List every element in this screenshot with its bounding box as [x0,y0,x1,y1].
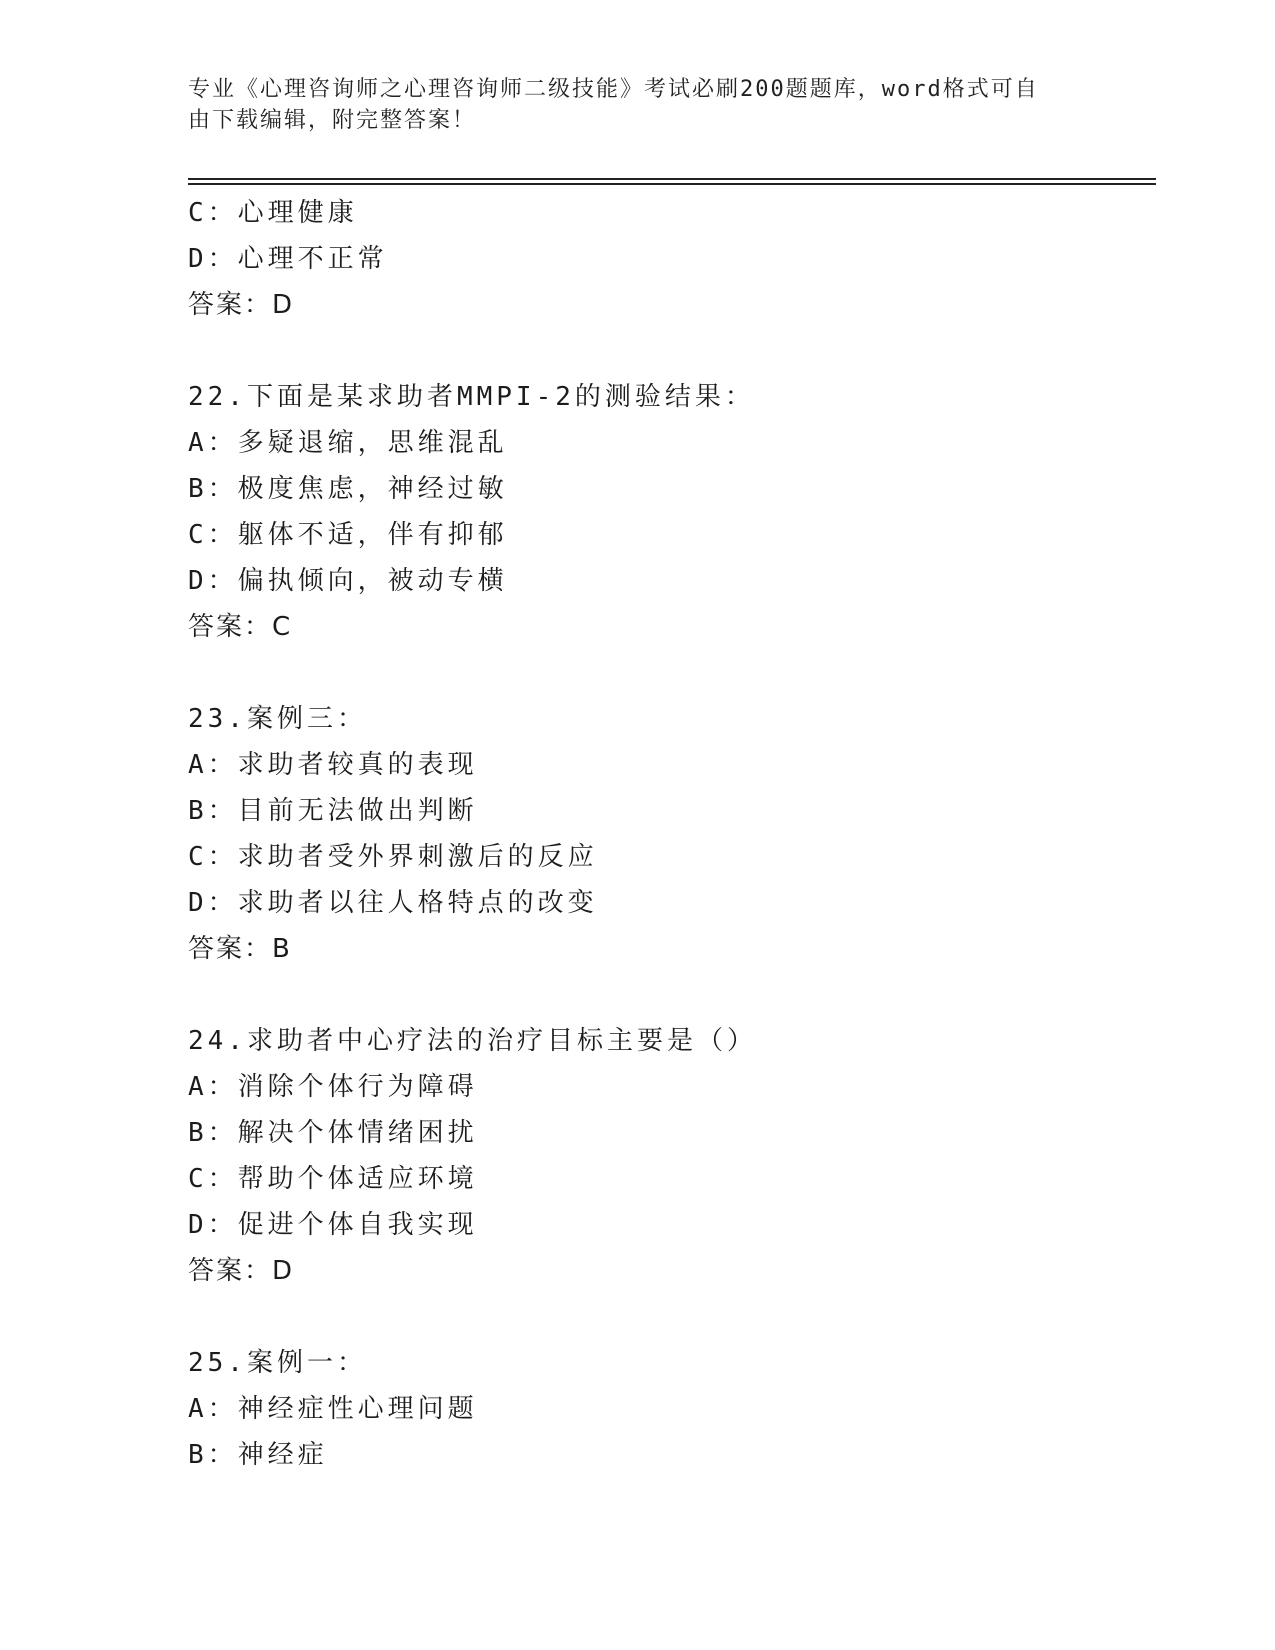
option-d: D：促进个体自我实现 [188,1210,478,1240]
option-b: B：神经症 [188,1440,328,1470]
option-a: A：消除个体行为障碍 [188,1072,478,1102]
header-line-2: 由下载编辑，附完整答案！ [188,108,477,133]
option-b: B：解决个体情绪困扰 [188,1118,478,1148]
header-line-1: 专业《心理咨询师之心理咨询师二级技能》考试必刷200题题库，word格式可自 [188,77,1039,102]
option-d: D：心理不正常 [188,244,388,274]
option-c: C：帮助个体适应环境 [188,1164,478,1194]
spacer [188,650,1148,696]
question-block [188,190,1148,328]
header-rule-bottom [188,183,1156,185]
question-stem: 25.案例一： [188,1348,367,1378]
answer: 答案：B [188,934,292,964]
option-d: D：偏执倾向，被动专横 [188,566,508,596]
spacer [188,972,1148,1018]
spacer [188,328,1148,374]
option-a: A：求助者较真的表现 [188,750,478,780]
option-a: A：神经症性心理问题 [188,1394,478,1424]
question-block [188,1340,1148,1478]
question-block [188,374,1148,650]
option-b: B：极度焦虑，神经过敏 [188,474,508,504]
option-d: D：求助者以往人格特点的改变 [188,888,598,918]
question-list [188,190,1148,1478]
option-a: A：多疑退缩，思维混乱 [188,428,508,458]
spacer [188,1294,1148,1340]
answer: 答案：D [188,290,295,320]
option-c: C：躯体不适，伴有抑郁 [188,520,508,550]
answer: 答案：C [188,612,293,642]
answer: 答案：D [188,1256,295,1286]
document-header [188,74,1068,136]
option-c: C：求助者受外界刺激后的反应 [188,842,598,872]
option-c: C：心理健康 [188,198,358,228]
header-rule-top [188,178,1156,180]
question-block [188,1018,1148,1294]
question-stem: 24.求助者中心疗法的治疗目标主要是（） [188,1026,757,1056]
question-block [188,696,1148,972]
question-stem: 22.下面是某求助者MMPI-2的测验结果： [188,382,755,412]
option-b: B：目前无法做出判断 [188,796,478,826]
question-stem: 23.案例三： [188,704,367,734]
